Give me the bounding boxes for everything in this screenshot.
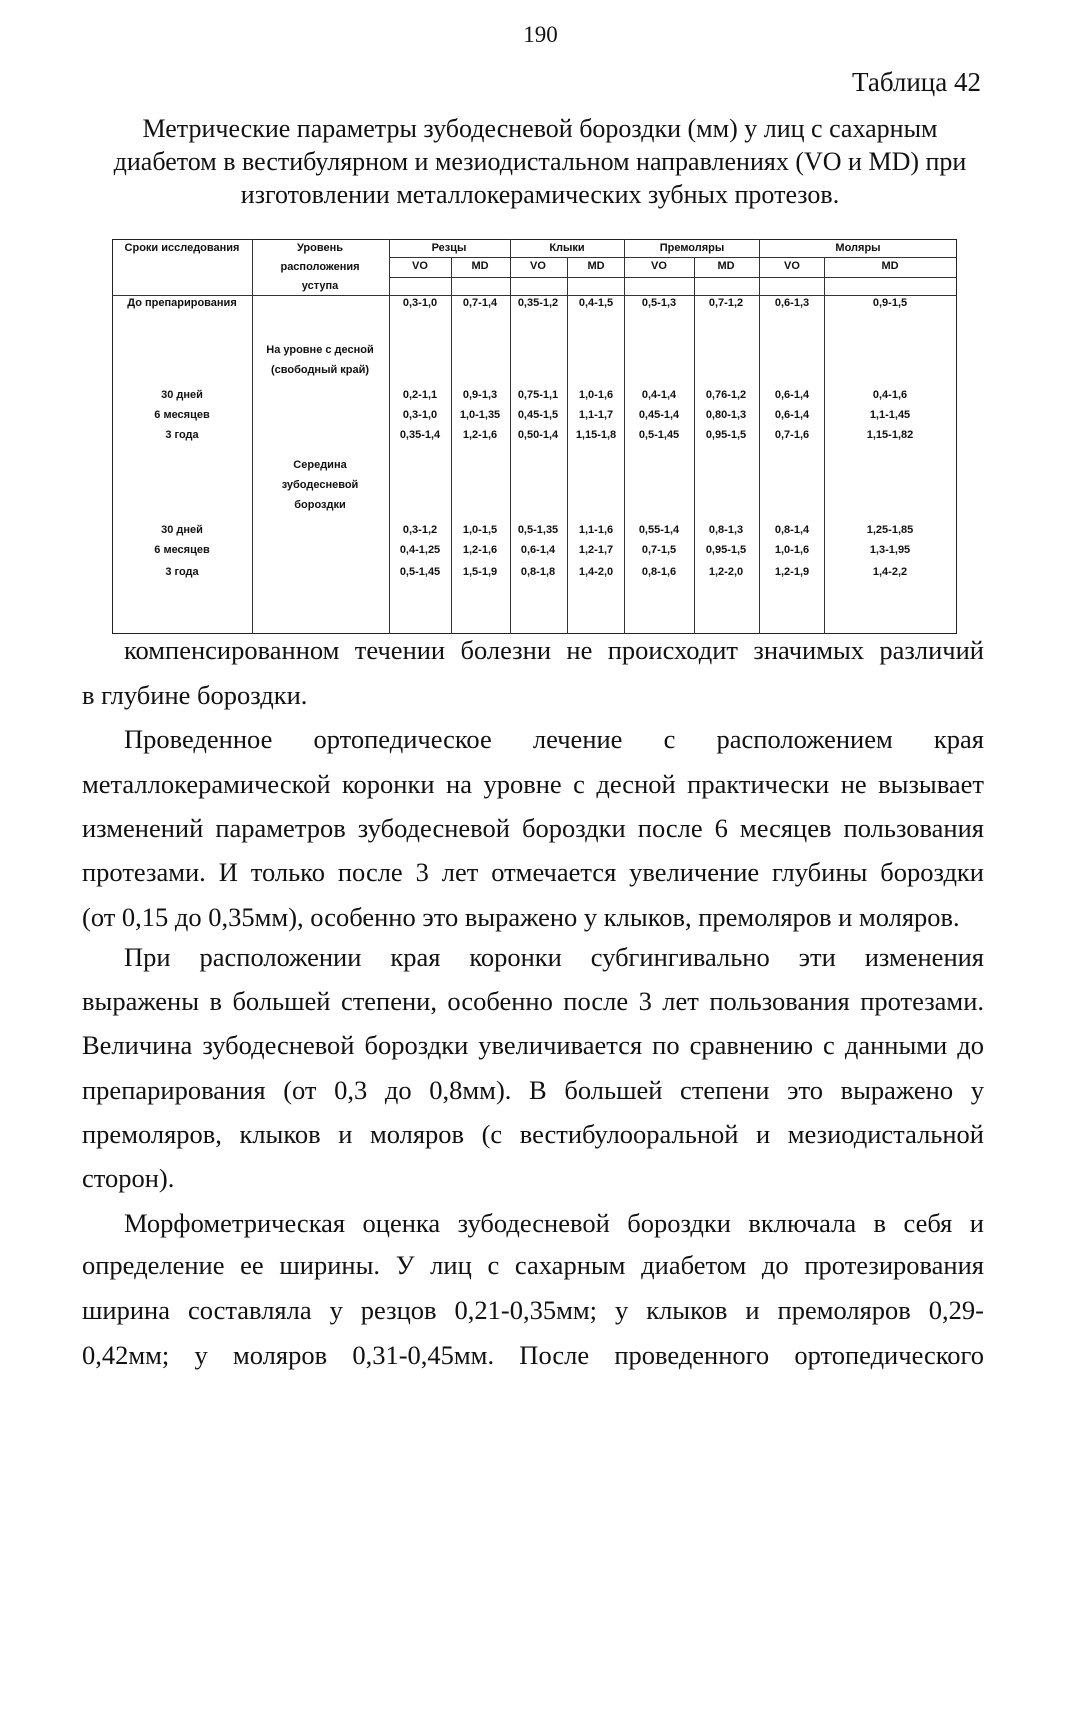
table-cell: 1,0-1,6 — [578, 389, 614, 401]
row-period: 30 дней — [161, 389, 203, 401]
table-cell: 0,7-1,5 — [641, 544, 677, 556]
table-cell: 0,95-1,5 — [705, 429, 747, 441]
table-cell: 0,45-1,5 — [517, 409, 559, 421]
table-divider — [510, 239, 511, 634]
header-level: Уровень — [296, 242, 344, 254]
table-cell: 0,7-1,4 — [462, 297, 498, 309]
table-cell: 1,1-1,6 — [578, 524, 614, 536]
table-cell: 1,4-2,2 — [872, 566, 908, 578]
header-group: Премоляры — [659, 242, 725, 254]
table-cell: 0,8-1,6 — [641, 566, 677, 578]
section-level-label: (свободный край) — [270, 364, 370, 376]
table-cell: 0,3-1,0 — [402, 409, 438, 421]
table-cell: 0,5-1,45 — [638, 429, 680, 441]
caption-line: Метрические параметры зубодесневой бороздки (мм) у лиц с сахарным — [142, 114, 938, 143]
header-level: уступа — [301, 280, 339, 292]
table-caption — [90, 112, 990, 211]
header-group: Клыки — [549, 242, 585, 254]
header-group: Резцы — [431, 242, 467, 254]
row-period: 6 месяцев — [154, 544, 210, 556]
row-period: До препарирования — [127, 297, 237, 309]
table-cell: 0,4-1,25 — [399, 544, 441, 556]
table-cell: 0,9-1,3 — [462, 389, 498, 401]
table-cell: 0,4-1,4 — [641, 389, 677, 401]
page-number: 190 — [523, 22, 558, 47]
caption-line: диабетом в вестибулярном и мезиодистальном направлениях (VO и MD) при — [113, 147, 967, 176]
header-sub: VO — [412, 260, 428, 272]
section-level-label: бороздки — [294, 499, 346, 511]
section-level-label: зубодесневой — [281, 479, 359, 491]
text-line: выражены в большей степени, особенно после 3 лет пользования протезами. — [82, 986, 984, 1016]
table-cell: 1,4-2,0 — [578, 566, 614, 578]
table-divider — [451, 257, 452, 634]
table-cell: 0,4-1,6 — [872, 389, 908, 401]
text-line: При расположении края коронки субгингивально эти изменения — [124, 942, 984, 972]
data-table — [112, 239, 957, 634]
table-divider — [389, 257, 957, 258]
table-cell: 0,50-1,4 — [517, 429, 559, 441]
row-period: 6 месяцев — [154, 409, 210, 421]
table-cell: 1,0-1,6 — [774, 544, 810, 556]
table-divider — [567, 257, 568, 634]
table-cell: 1,3-1,95 — [869, 544, 911, 556]
table-cell: 1,2-1,9 — [774, 566, 810, 578]
text-line: металлокерамической коронки на уровне с десной практически не вызывает — [82, 769, 984, 799]
header-sub: MD — [471, 260, 489, 272]
table-cell: 0,35-1,2 — [517, 297, 559, 309]
table-cell: 0,7-1,6 — [774, 429, 810, 441]
table-cell: 0,6-1,4 — [774, 389, 810, 401]
table-cell: 1,0-1,5 — [462, 524, 498, 536]
table-cell: 0,8-1,4 — [774, 524, 810, 536]
text-line: (от 0,15 до 0,35мм), особенно это выражено у клыков, премоляров и моляров. — [82, 902, 960, 932]
table-cell: 0,8-1,3 — [708, 524, 744, 536]
header-sub: MD — [587, 260, 605, 272]
table-cell: 0,80-1,3 — [705, 409, 747, 421]
table-cell: 1,1-1,7 — [578, 409, 614, 421]
table-cell: 0,5-1,45 — [399, 566, 441, 578]
header-sub: MD — [881, 260, 899, 272]
caption-line: изготовлении металлокерамических зубных протезов. — [240, 180, 840, 209]
text-line: в глубине бороздки. — [82, 680, 308, 710]
table-cell: 0,4-1,5 — [578, 297, 614, 309]
header-sub: VO — [530, 260, 546, 272]
table-cell: 0,7-1,2 — [708, 297, 744, 309]
table-divider — [759, 239, 760, 634]
section-level-label: Середина — [293, 459, 347, 471]
table-cell: 0,6-1,4 — [520, 544, 556, 556]
text-line: Величина зубодесневой бороздки увеличивается по сравнению с данными до — [82, 1030, 984, 1060]
table-cell: 0,2-1,1 — [402, 389, 438, 401]
table-cell: 0,76-1,2 — [705, 389, 747, 401]
text-line: ширина составляла у резцов 0,21-0,35мм; у клыков и премоляров 0,29- — [82, 1295, 984, 1325]
table-divider — [694, 257, 695, 634]
text-line: препарирования (от 0,3 до 0,8мм). В большей степени это выражено у — [82, 1075, 984, 1105]
table-cell: 1,5-1,9 — [462, 566, 498, 578]
table-divider — [624, 239, 625, 634]
table-cell: 1,2-1,6 — [462, 544, 498, 556]
section-level-label: На уровне с десной — [266, 344, 374, 356]
table-cell: 0,6-1,3 — [774, 297, 810, 309]
table-cell: 1,0-1,35 — [459, 409, 501, 421]
table-cell: 0,9-1,5 — [872, 297, 908, 309]
table-divider — [252, 239, 253, 634]
header-sub: MD — [717, 260, 735, 272]
text-line: 0,42мм; у моляров 0,31-0,45мм. После проведенного ортопедического — [82, 1340, 984, 1370]
table-cell: 0,95-1,5 — [705, 544, 747, 556]
row-period: 30 дней — [161, 524, 203, 536]
table-cell: 0,8-1,8 — [520, 566, 556, 578]
text-line: определение ее ширины. У лиц с сахарным диабетом до протезирования — [82, 1250, 984, 1280]
table-cell: 1,2-1,7 — [578, 544, 614, 556]
table-divider — [112, 295, 957, 296]
text-line: премоляров, клыков и моляров (с вестибулоoральной и мезиодистальной — [82, 1119, 984, 1149]
text-line: изменений параметров зубодесневой бороздки после 6 месяцев пользования — [82, 813, 984, 843]
table-cell: 0,6-1,4 — [774, 409, 810, 421]
table-cell: 1,1-1,45 — [869, 409, 911, 421]
table-cell: 0,45-1,4 — [638, 409, 680, 421]
table-cell: 0,3-1,2 — [402, 524, 438, 536]
table-cell: 0,5-1,35 — [517, 524, 559, 536]
table-cell: 1,2-2,0 — [708, 566, 744, 578]
table-divider — [389, 277, 957, 278]
table-cell: 1,25-1,85 — [866, 524, 914, 536]
table-cell: 0,5-1,3 — [641, 297, 677, 309]
row-period: 3 года — [165, 566, 199, 578]
table-cell: 1,15-1,8 — [575, 429, 617, 441]
text-line: протезами. И только после 3 лет отмечается увеличение глубины бороздки — [82, 857, 984, 887]
text-line: сторон). — [82, 1163, 175, 1193]
header-level: расположения — [280, 261, 360, 273]
row-period: 3 года — [165, 429, 199, 441]
table-cell: 0,35-1,4 — [399, 429, 441, 441]
text-line: Морфометрическая оценка зубодесневой бороздки включала в себя и — [124, 1208, 984, 1238]
text-line: компенсированном течении болезни не происходит значимых различий — [124, 635, 984, 665]
table-label: Таблица 42 — [852, 67, 981, 97]
header-sub: VO — [784, 260, 800, 272]
table-cell: 0,75-1,1 — [517, 389, 559, 401]
table-cell: 1,2-1,6 — [462, 429, 498, 441]
table-divider — [824, 257, 825, 634]
table-cell: 0,3-1,0 — [402, 297, 438, 309]
table-cell: 0,55-1,4 — [638, 524, 680, 536]
header-period: Сроки исследования — [124, 242, 240, 254]
header-sub: VO — [651, 260, 667, 272]
text-line: Проведенное ортопедическое лечение с расположением края — [124, 724, 984, 754]
table-cell: 1,15-1,82 — [866, 429, 914, 441]
header-group: Моляры — [835, 242, 881, 254]
table-divider — [389, 239, 390, 634]
